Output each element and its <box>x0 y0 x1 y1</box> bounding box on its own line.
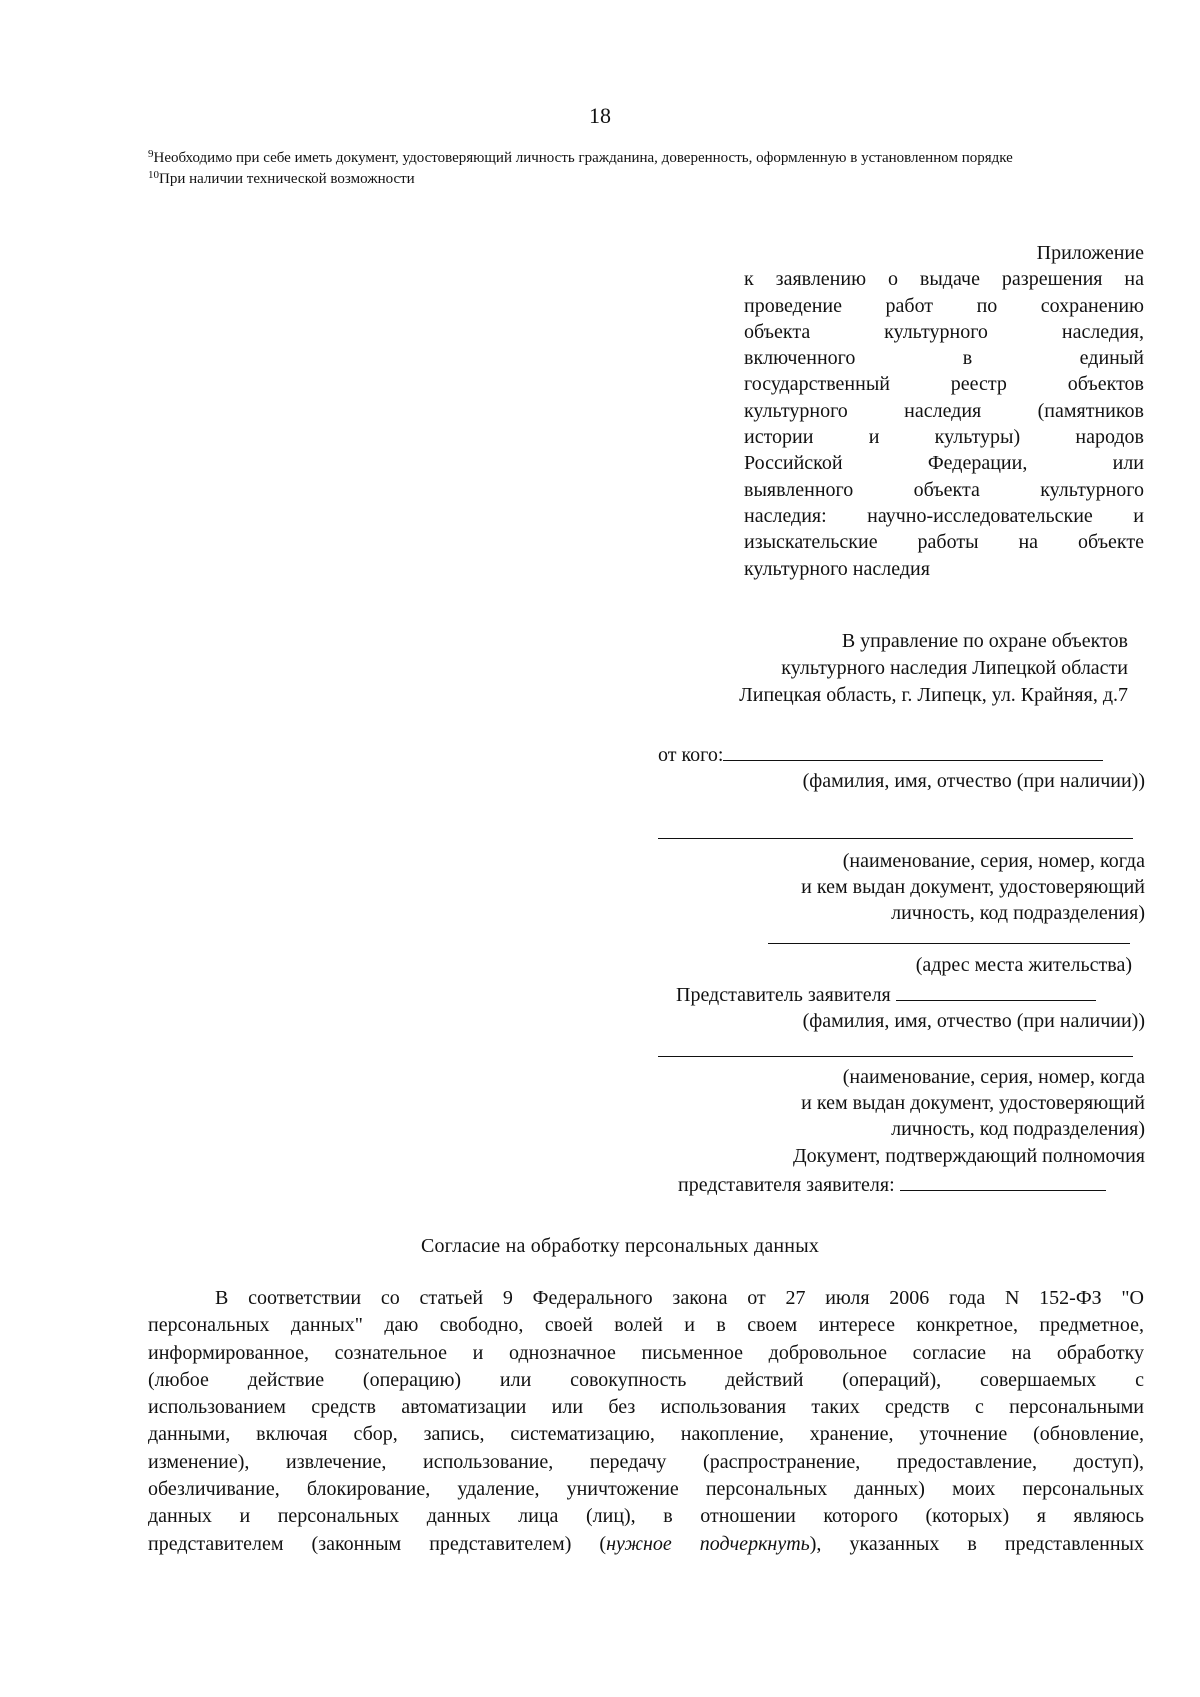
representative-authority-row <box>678 1170 1106 1198</box>
applicant-document-hint-1: (наименование, серия, номер, когда <box>842 850 1145 872</box>
representative-label: Представитель заявителя <box>676 984 891 1006</box>
footnote-9-text: Необходимо при себе иметь документ, удостоверяющий личность гражданина, доверенность, оформленную в установленном порядке <box>153 150 1013 166</box>
consent-line: обезличивание, блокирование, удаление, уничтожение персональных данных) моих персональных <box>148 1478 1144 1501</box>
appendix-line: истории и культуры) народов <box>744 426 1144 449</box>
appendix-block <box>744 240 1144 582</box>
representative-row <box>676 980 1096 1008</box>
footnote-9 <box>148 148 1144 169</box>
from-row <box>658 740 1103 768</box>
representative-name-hint: (фамилия, имя, отчество (при наличии)) <box>802 1010 1145 1032</box>
representative-document-hint-1: (наименование, серия, номер, когда <box>842 1066 1145 1088</box>
appendix-line: культурного наследия (памятников <box>744 399 1144 422</box>
applicant-address-field[interactable] <box>768 943 1130 944</box>
representative-document-hint-2: и кем выдан документ, удостоверяющий <box>801 1092 1145 1114</box>
consent-title: Согласие на обработку персональных данных <box>420 1235 820 1257</box>
representative-field[interactable] <box>896 980 1096 1001</box>
consent-line: данных и персональных данных лица (лиц), в отношении которого (которых) я являюсь <box>148 1505 1144 1528</box>
applicant-address-hint: (адрес места жительства) <box>915 954 1132 976</box>
recipient-line: В управление по охране объектов <box>841 630 1128 652</box>
consent-underline-note: нужное подчеркнуть <box>606 1532 810 1555</box>
consent-last-before: представителем (законным представителем) ( <box>148 1532 607 1555</box>
consent-line: информированное, сознательное и однозначное письменное добровольное согласие на обработку <box>148 1341 1144 1364</box>
consent-line: данными, включая сбор, запись, систематизацию, накопление, хранение, уточнение (обновление, <box>148 1423 1144 1446</box>
recipient-line: культурного наследия Липецкой области <box>781 657 1128 679</box>
appendix-line: выявленного объекта культурного <box>744 478 1144 501</box>
appendix-title: Приложение <box>1036 242 1144 264</box>
consent-line: персональных данных" даю свободно, своей волей и в своем интересе конкретное, предметное, <box>148 1314 1144 1337</box>
consent-line: В соответствии со статьей 9 Федерального закона от 27 июля 2006 года N 152-ФЗ "О <box>215 1287 1144 1309</box>
footnote-10-text: При наличии технической возможности <box>159 171 415 187</box>
representative-document-field[interactable] <box>658 1056 1133 1057</box>
applicant-name-hint: (фамилия, имя, отчество (при наличии)) <box>802 770 1145 792</box>
representative-authority-line-2: представителя заявителя: <box>678 1174 895 1196</box>
consent-line: изменение), извлечение, использование, передачу (распространение, предоставление, доступ), <box>148 1450 1144 1473</box>
applicant-document-field[interactable] <box>658 838 1133 839</box>
page-number: 18 <box>589 103 611 128</box>
appendix-line: изыскательские работы на объекте <box>744 531 1144 554</box>
appendix-line: Российской Федерации, или <box>744 452 1144 475</box>
representative-authority-field[interactable] <box>900 1170 1106 1191</box>
appendix-line: объекта культурного наследия, <box>744 320 1144 343</box>
from-field[interactable] <box>723 740 1103 761</box>
consent-last-after: ), указанных в представленных <box>809 1532 1144 1555</box>
consent-line-last <box>148 1531 1144 1558</box>
footnote-10 <box>148 169 1144 190</box>
applicant-document-hint-2: и кем выдан документ, удостоверяющий <box>801 876 1145 898</box>
representative-authority-line-1: Документ, подтверждающий полномочия <box>793 1145 1145 1167</box>
footnote-10-mark: 10 <box>148 169 159 181</box>
recipient-block <box>568 628 1128 709</box>
consent-line: (любое действие (операцию) или совокупность действий (операций), совершаемых с <box>148 1368 1144 1391</box>
appendix-line-last: культурного наследия <box>744 557 930 580</box>
appendix-line: к заявлению о выдаче разрешения на <box>744 268 1144 291</box>
consent-line: использованием средств автоматизации или без использования таких средств с персональными <box>148 1396 1144 1419</box>
appendix-line: наследия: научно-исследовательские и <box>744 504 1144 527</box>
representative-document-hint-3: личность, код подразделения) <box>891 1118 1145 1140</box>
appendix-line: государственный реестр объектов <box>744 373 1144 396</box>
recipient-line: Липецкая область, г. Липецк, ул. Крайняя, д.7 <box>739 684 1128 706</box>
appendix-line: проведение работ по сохранению <box>744 294 1144 317</box>
from-label: от кого: <box>658 744 724 766</box>
appendix-line: включенного в единый <box>744 347 1144 370</box>
consent-body <box>148 1285 1144 1558</box>
applicant-document-hint-3: личность, код подразделения) <box>891 902 1145 924</box>
footnote-9-mark: 9 <box>148 148 154 160</box>
footnotes <box>148 148 1144 190</box>
